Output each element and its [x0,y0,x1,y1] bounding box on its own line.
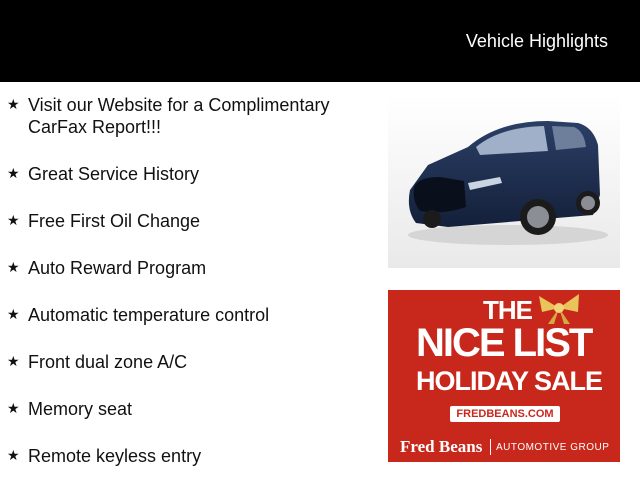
promo-website-link[interactable]: FREDBEANS.COM [450,406,560,422]
star-icon: ★ [7,400,20,416]
promo-headline: NICE LIST [416,321,592,365]
highlight-text: Visit our Website for a Complimentary CarFax Report!!! [28,95,330,137]
star-icon: ★ [7,353,20,369]
highlight-text: Memory seat [28,399,133,419]
highlight-text: Free First Oil Change [28,211,201,231]
page-title: Vehicle Highlights [465,31,608,51]
star-icon: ★ [7,96,20,112]
highlight-text: Automatic temperature control [28,305,270,325]
star-icon: ★ [7,212,20,228]
highlight-text: Auto Reward Program [28,258,207,278]
promo-headline: THE [483,295,532,325]
brand-group-text: AUTOMOTIVE GROUP [496,442,610,453]
divider [490,439,491,455]
promo-headline: HOLIDAY SALE [416,366,603,396]
promo-banner[interactable] [388,290,620,462]
highlight-text: Remote keyless entry [28,446,202,466]
brand-logo-text: Fred Beans [400,437,483,456]
star-icon: ★ [7,165,20,181]
vehicle-photo[interactable] [388,95,620,268]
highlight-text: Great Service History [28,164,200,184]
header-bar [0,0,640,82]
star-icon: ★ [7,306,20,322]
star-icon: ★ [7,259,20,275]
star-icon: ★ [7,447,20,463]
highlight-text: Front dual zone A/C [28,352,188,372]
promo-footer [400,436,612,458]
car-illustration [388,95,620,268]
